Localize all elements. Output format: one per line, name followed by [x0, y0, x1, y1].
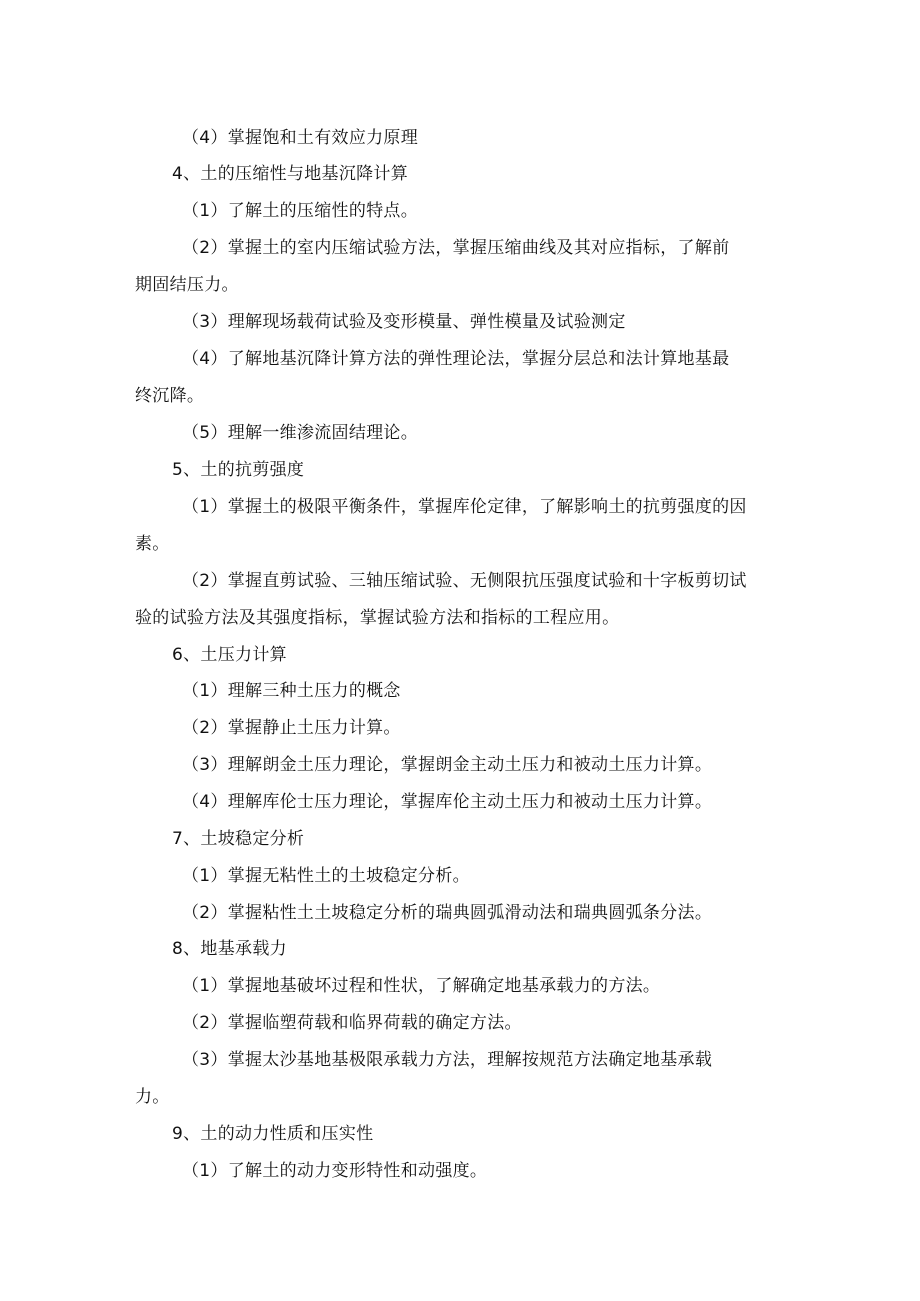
text-line: （5）理解一维渗流固结理论。: [182, 423, 419, 443]
text-line: （4）理解库伦士压力理论，掌握库伦主动土压力和被动土压力计算。: [182, 792, 713, 812]
text-line: （1）掌握土的极限平衡条件，掌握库伦定律，了解影响土的抗剪强度的因: [182, 497, 747, 517]
text-line: 终沉降。: [135, 386, 205, 406]
text-line: （1）理解三种土压力的概念: [182, 681, 401, 701]
text-line: （1）了解土的压缩性的特点。: [182, 201, 419, 221]
text-line: （1）了解土的动力变形特性和动强度。: [182, 1161, 488, 1181]
text-line: （4）掌握饱和土有效应力原理: [182, 128, 419, 148]
text-line: （2）掌握粘性土土坡稳定分析的瑞典圆弧滑动法和瑞典圆弧条分法。: [182, 903, 713, 923]
text-line: 素。: [135, 534, 170, 554]
text-line: （3）掌握太沙基地基极限承载力方法，理解按规范方法确定地基承载: [182, 1050, 713, 1070]
text-line: （2）掌握土的室内压缩试验方法，掌握压缩曲线及其对应指标，了解前: [182, 238, 730, 258]
text-line: （3）理解现场载荷试验及变形模量、弹性模量及试验测定: [182, 312, 626, 332]
section-heading: 4、土的压缩性与地基沉降计算: [172, 164, 409, 184]
text-line: 验的试验方法及其强度指标，掌握试验方法和指标的工程应用。: [135, 608, 620, 628]
section-heading: 5、土的抗剪强度: [172, 460, 305, 480]
section-heading: 6、土压力计算: [172, 645, 287, 665]
section-heading: 9、土的动力性质和压实性: [172, 1124, 374, 1144]
text-line: （3）理解朗金土压力理论，掌握朗金主动土压力和被动土压力计算。: [182, 755, 713, 775]
text-line: （1）掌握无粘性土的土坡稳定分析。: [182, 866, 470, 886]
text-line: 期固结压力。: [135, 275, 239, 295]
text-line: （2）掌握临塑荷载和临界荷载的确定方法。: [182, 1013, 522, 1033]
text-line: （4）了解地基沉降计算方法的弹性理论法，掌握分层总和法计算地基最: [182, 349, 730, 369]
text-line: （2）掌握直剪试验、三轴压缩试验、无侧限抗压强度试验和十字板剪切试: [182, 571, 747, 591]
section-heading: 7、土坡稳定分析: [172, 829, 305, 849]
text-line: （2）掌握静止土压力计算。: [182, 718, 401, 738]
section-heading: 8、地基承载力: [172, 939, 287, 959]
text-line: 力。: [135, 1087, 170, 1107]
text-line: （1）掌握地基破坏过程和性状，了解确定地基承载力的方法。: [182, 976, 661, 996]
